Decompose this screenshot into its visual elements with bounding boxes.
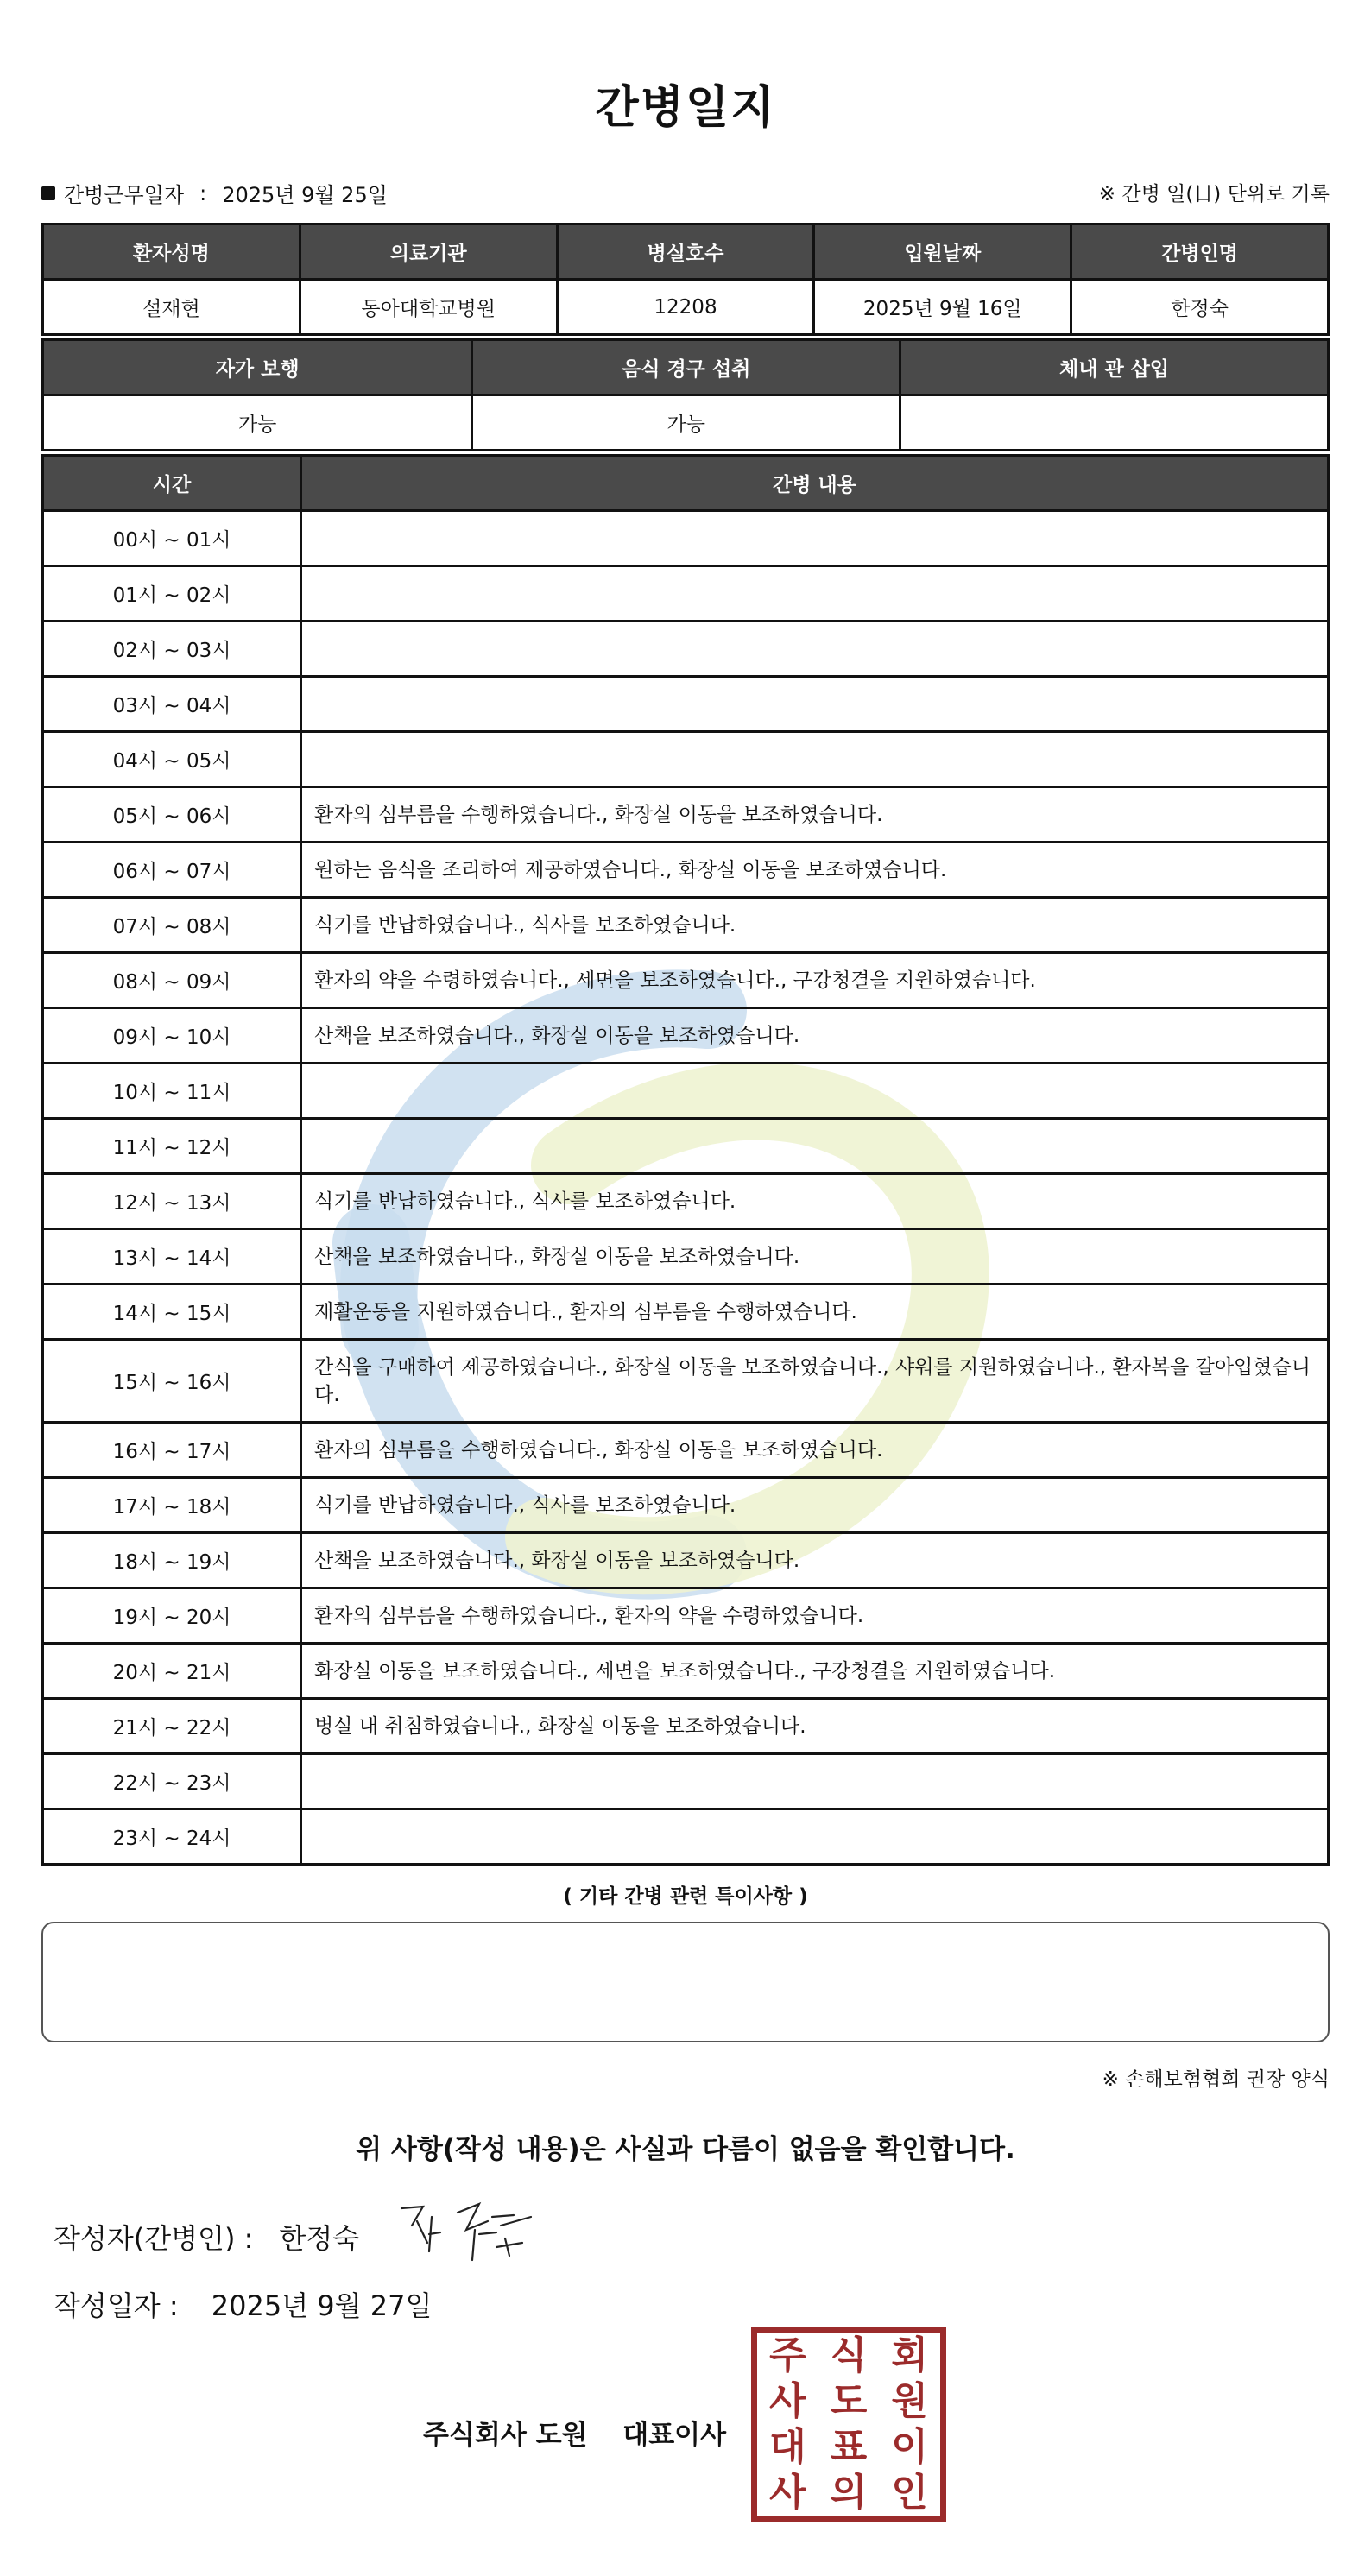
company-seal-stamp xyxy=(751,2327,946,2522)
table-row xyxy=(43,677,1329,732)
care-content xyxy=(301,1119,1329,1174)
header-tube-insertion: 체내 관 삽입 xyxy=(900,340,1329,395)
work-date-label: 간병근무일자 xyxy=(64,183,185,207)
table-row xyxy=(43,1699,1329,1754)
care-content xyxy=(301,566,1329,622)
patient-status-table xyxy=(41,338,1330,451)
time-slot: 05시 ~ 06시 xyxy=(43,787,301,843)
table-row xyxy=(43,622,1329,677)
special-notes-title: ( 기타 간병 관련 특이사항 ) xyxy=(563,1885,808,1908)
table-row xyxy=(43,1064,1329,1119)
time-slot: 23시 ~ 24시 xyxy=(43,1809,301,1865)
time-slot: 01시 ~ 02시 xyxy=(43,566,301,622)
header-time: 시간 xyxy=(43,456,301,511)
care-content xyxy=(301,622,1329,677)
time-slot: 10시 ~ 11시 xyxy=(43,1064,301,1119)
care-content: 식기를 반납하였습니다., 식사를 보조하였습니다. xyxy=(301,898,1329,953)
care-content xyxy=(301,1754,1329,1809)
time-slot: 13시 ~ 14시 xyxy=(43,1229,301,1285)
table-row xyxy=(43,1174,1329,1229)
time-slot: 21시 ~ 22시 xyxy=(43,1699,301,1754)
care-content: 식기를 반납하였습니다., 식사를 보조하였습니다. xyxy=(301,1174,1329,1229)
table-row xyxy=(43,1533,1329,1588)
seal-character: 표 xyxy=(830,2424,868,2469)
table-row xyxy=(43,1340,1329,1423)
seal-character: 대 xyxy=(769,2424,806,2469)
time-slot: 22시 ~ 23시 xyxy=(43,1754,301,1809)
work-date-value: 2025년 9월 25일 xyxy=(222,183,388,207)
care-content: 환자의 심부름을 수행하였습니다., 환자의 약을 수령하였습니다. xyxy=(301,1588,1329,1644)
table-row xyxy=(43,787,1329,843)
table-row xyxy=(43,1229,1329,1285)
seal-character: 주 xyxy=(769,2333,806,2377)
care-content: 식기를 반납하였습니다., 식사를 보조하였습니다. xyxy=(301,1478,1329,1533)
company-line xyxy=(423,2413,726,2452)
patient-name: 설재현 xyxy=(43,280,300,335)
table-row xyxy=(43,1588,1329,1644)
table-row xyxy=(43,1809,1329,1865)
time-slot: 19시 ~ 20시 xyxy=(43,1588,301,1644)
care-log-table xyxy=(41,454,1330,1866)
table-row xyxy=(43,1008,1329,1064)
seal-character: 식 xyxy=(830,2333,868,2377)
header-hospital: 의료기관 xyxy=(300,224,557,280)
write-date-value: 2025년 9월 27일 xyxy=(211,2289,433,2322)
table-row xyxy=(43,898,1329,953)
care-content: 화장실 이동을 보조하였습니다., 세면을 보조하였습니다., 구강청결을 지원하였습니다. xyxy=(301,1644,1329,1699)
table-row xyxy=(43,953,1329,1008)
author-name: 한정숙 xyxy=(279,2222,360,2255)
seal-character: 의 xyxy=(830,2470,868,2515)
care-content: 산책을 보조하였습니다., 화장실 이동을 보조하였습니다. xyxy=(301,1533,1329,1588)
care-content xyxy=(301,1809,1329,1865)
work-date-separator: : xyxy=(199,180,207,205)
care-content: 산책을 보조하였습니다., 화장실 이동을 보조하였습니다. xyxy=(301,1229,1329,1285)
handwritten-signature xyxy=(393,2191,540,2269)
care-content: 산책을 보조하였습니다., 화장실 이동을 보조하였습니다. xyxy=(301,1008,1329,1064)
table-row xyxy=(43,1644,1329,1699)
tube-insertion-value xyxy=(900,395,1329,451)
representative-title: 대표이사 xyxy=(622,2420,727,2451)
care-content: 환자의 약을 수령하였습니다., 세면을 보조하였습니다., 구강청결을 지원하였습니다. xyxy=(301,953,1329,1008)
room-number: 12208 xyxy=(557,280,814,335)
admission-date: 2025년 9월 16일 xyxy=(814,280,1071,335)
confirmation-statement: 위 사항(작성 내용)은 사실과 다름이 없음을 확인합니다. xyxy=(356,2134,1015,2165)
care-content xyxy=(301,732,1329,787)
record-note: ※ 간병 일(日) 단위로 기록 xyxy=(1098,183,1330,205)
time-slot: 06시 ~ 07시 xyxy=(43,843,301,898)
time-slot: 07시 ~ 08시 xyxy=(43,898,301,953)
bullet-square-icon xyxy=(41,186,55,200)
self-walking-value: 가능 xyxy=(43,395,472,451)
care-content xyxy=(301,511,1329,566)
footnote: ※ 손해보험협회 권장 양식 xyxy=(1102,2068,1330,2091)
care-content xyxy=(301,677,1329,732)
work-date xyxy=(41,178,388,208)
header-self-walking: 자가 보행 xyxy=(43,340,472,395)
table-row xyxy=(43,843,1329,898)
author-label: 작성자(간병인) : xyxy=(54,2222,254,2255)
time-slot: 20시 ~ 21시 xyxy=(43,1644,301,1699)
header-caregiver: 간병인명 xyxy=(1071,224,1329,280)
care-content: 환자의 심부름을 수행하였습니다., 화장실 이동을 보조하였습니다. xyxy=(301,1423,1329,1478)
table-row xyxy=(43,511,1329,566)
seal-character: 사 xyxy=(769,2470,806,2515)
time-slot: 16시 ~ 17시 xyxy=(43,1423,301,1478)
write-date-label: 작성일자 : xyxy=(54,2289,179,2322)
seal-character: 도 xyxy=(830,2378,868,2423)
header-patient-name: 환자성명 xyxy=(43,224,300,280)
header-admission-date: 입원날짜 xyxy=(814,224,1071,280)
seal-character: 회 xyxy=(891,2333,928,2377)
care-content: 원하는 음식을 조리하여 제공하였습니다., 화장실 이동을 보조하였습니다. xyxy=(301,843,1329,898)
seal-character: 이 xyxy=(891,2424,928,2469)
oral-intake-value: 가능 xyxy=(472,395,900,451)
care-content xyxy=(301,1064,1329,1119)
table-row xyxy=(43,1423,1329,1478)
time-slot: 15시 ~ 16시 xyxy=(43,1340,301,1423)
time-slot: 00시 ~ 01시 xyxy=(43,511,301,566)
table-row xyxy=(43,1285,1329,1340)
care-content: 환자의 심부름을 수행하였습니다., 화장실 이동을 보조하였습니다. xyxy=(301,787,1329,843)
time-slot: 02시 ~ 03시 xyxy=(43,622,301,677)
page-title: 간병일지 xyxy=(595,82,776,134)
care-content: 재활운동을 지원하였습니다., 환자의 심부름을 수행하였습니다. xyxy=(301,1285,1329,1340)
time-slot: 08시 ~ 09시 xyxy=(43,953,301,1008)
table-row xyxy=(43,732,1329,787)
seal-character: 사 xyxy=(769,2378,806,2423)
caregiver-name: 한정숙 xyxy=(1071,280,1329,335)
time-slot: 17시 ~ 18시 xyxy=(43,1478,301,1533)
author-line xyxy=(54,2217,359,2257)
special-notes-box xyxy=(41,1922,1330,2042)
time-slot: 03시 ~ 04시 xyxy=(43,677,301,732)
patient-info-table xyxy=(41,223,1330,336)
table-row xyxy=(43,1478,1329,1533)
care-content: 병실 내 취침하였습니다., 화장실 이동을 보조하였습니다. xyxy=(301,1699,1329,1754)
time-slot: 11시 ~ 12시 xyxy=(43,1119,301,1174)
hospital: 동아대학교병원 xyxy=(300,280,557,335)
time-slot: 09시 ~ 10시 xyxy=(43,1008,301,1064)
time-slot: 18시 ~ 19시 xyxy=(43,1533,301,1588)
header-care-content: 간병 내용 xyxy=(301,456,1329,511)
table-row xyxy=(43,1119,1329,1174)
time-slot: 14시 ~ 15시 xyxy=(43,1285,301,1340)
table-row xyxy=(43,1754,1329,1809)
time-slot: 04시 ~ 05시 xyxy=(43,732,301,787)
seal-character: 원 xyxy=(891,2378,928,2423)
header-oral-intake: 음식 경구 섭취 xyxy=(472,340,900,395)
company-name: 주식회사 도원 xyxy=(423,2420,588,2451)
time-slot: 12시 ~ 13시 xyxy=(43,1174,301,1229)
write-date-line xyxy=(54,2284,432,2324)
table-row xyxy=(43,566,1329,622)
seal-character: 인 xyxy=(891,2470,928,2515)
care-content: 간식을 구매하여 제공하였습니다., 화장실 이동을 보조하였습니다., 샤워를 지원하였습니다., 환자복을 갈아입혔습니다. xyxy=(301,1340,1329,1423)
header-room: 병실호수 xyxy=(557,224,814,280)
